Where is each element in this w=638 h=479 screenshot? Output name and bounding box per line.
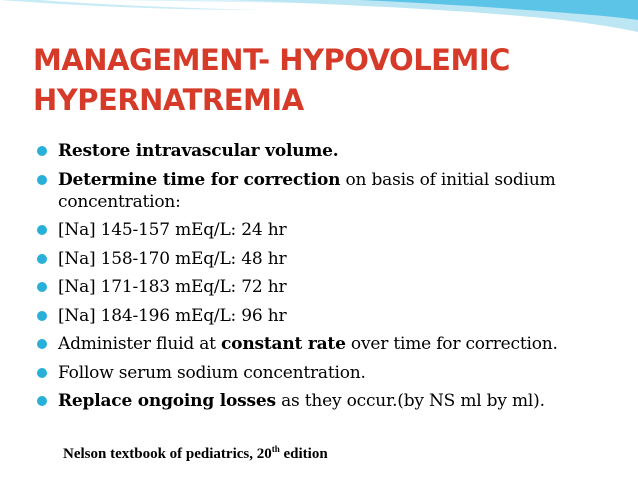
bullet-item [36,362,631,384]
title-line-2: HYPERNATREMIA [33,83,304,117]
bullet-text: over time for correction. [345,334,558,354]
bullet-dot-icon [37,339,47,349]
bullet-item [36,305,631,327]
bullet-text: Administer fluid at [58,334,222,354]
slide-title [33,40,628,120]
bullet-dot-icon [37,225,47,235]
title-line-1: MANAGEMENT- HYPOVOLEMIC [33,43,510,77]
bullet-dot-icon [37,396,47,406]
bullet-dot-icon [37,146,47,156]
bullet-item [36,333,631,355]
bullet-dot-icon [37,311,47,321]
bullet-text: Follow serum sodium concentration. [58,362,366,383]
bullet-bold: Restore intravascular volume. [58,141,339,161]
source-citation [63,444,328,463]
bullet-bold: Determine time for correction [58,169,341,190]
bullet-item [36,219,631,241]
bullet-text: as they occur.(by NS ml by ml). [275,391,545,411]
bullet-text: [Na] 184-196 mEq/L: 96 hr [58,305,287,326]
bullet-item [36,140,631,162]
source-text-end: edition [279,446,328,462]
bullet-text: [Na] 145-157 mEq/L: 24 hr [58,220,287,240]
bullet-bold: Replace ongoing losses [58,391,276,411]
bullet-text: on basis of initial sodium concentration: [58,169,556,212]
bullet-item [36,248,631,270]
bullet-dot-icon [37,175,47,185]
source-text: Nelson textbook of pediatrics, 20 [63,446,272,462]
source-superscript: th [271,444,280,454]
bullet-text: [Na] 158-170 mEq/L: 48 hr [58,248,287,269]
bullet-dot-icon [37,282,47,292]
bullet-list [36,140,631,412]
bullet-item [36,390,631,412]
bullet-bold: constant rate [221,334,346,354]
bullet-item [36,276,631,298]
bullet-item [36,169,631,213]
bullet-text: [Na] 171-183 mEq/L: 72 hr [58,277,287,297]
bullet-dot-icon [37,254,47,264]
bullet-dot-icon [37,368,47,378]
